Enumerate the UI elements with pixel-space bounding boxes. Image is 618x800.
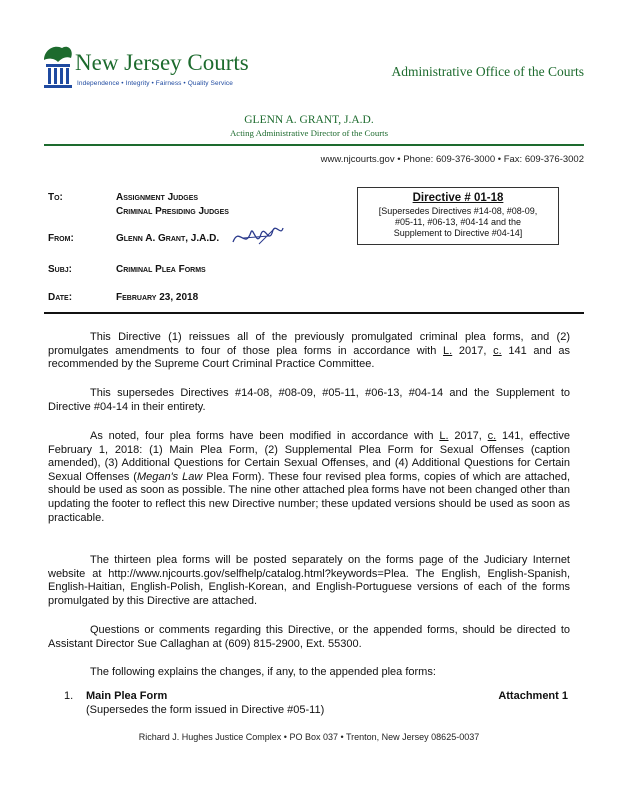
- director-name: GLENN A. GRANT, J.A.D.: [244, 114, 374, 126]
- paragraph-1: This Directive (1) reissues all of the previously promulgated criminal plea forms, and (2) promulgates amendments to four of those plea forms in accordance with L. 2017, c. 141 and as recommended by the Supreme Court Criminal Practice Committee.: [48, 331, 570, 371]
- date-label: Date:: [48, 292, 73, 303]
- logo-tagline: Independence • Integrity • Fairness • Quality Service: [77, 80, 233, 87]
- subj-label: Subj:: [48, 264, 73, 275]
- subj-value: Criminal Plea Forms: [116, 264, 206, 275]
- item-1-subtitle: (Supersedes the form issued in Directive #05-11): [86, 704, 325, 716]
- handwritten-signature: [229, 222, 285, 252]
- paragraph-3: As noted, four plea forms have been modified in accordance with L. 2017, c. 141, effective February 1, 2018: (1) Main Plea Form, (2) Supplemental Plea Form for Sexual Offenses (caption amended), (3) Additional Questions for Certain Sexual Offenses, and (4) Additional Questions for Certain Sexual Offenses (Megan's Law Plea Form). These four revised plea forms, copies of which are attached, should be used as soon as possible. The nine other attached plea forms have not been changed other than updating the footer to reflect this new Directive number; these updated versions should be used as soon as practicable.: [48, 430, 570, 524]
- paragraph-4: The thirteen plea forms will be posted separately on the forms page of the Judiciary Internet website at http://www.njcourts.gov/selfhelp/catalog.html?keywords=Plea. The English, English-Spanish, English-Haitian, English-Polish, English-Korean, and English-Portuguese versions of each of the forms promulgated by this Directive are attached.: [48, 554, 570, 607]
- header-divider: [44, 144, 584, 146]
- page-footer: Richard J. Hughes Justice Complex • PO Box 037 • Trenton, New Jersey 08625-0037: [138, 732, 480, 742]
- supersedes-line-3: Supplement to Directive #04-14]: [393, 228, 523, 238]
- item-1-attachment: Attachment 1: [498, 690, 568, 702]
- signature-image: [229, 222, 285, 252]
- to-label: To:: [48, 192, 63, 203]
- courthouse-seal-icon: [38, 42, 78, 90]
- from-value: Glenn A. Grant, J.A.D.: [116, 233, 220, 244]
- contact-line: www.njcourts.gov • Phone: 609-376-3000 • Fax: 609-376-3002: [320, 154, 584, 165]
- supersedes-line-1: [Supersedes Directives #14-08, #08-09,: [378, 206, 538, 216]
- paragraph-5: Questions or comments regarding this Directive, or the appended forms, should be directed to Assistant Director Sue Callaghan at (609) 815-2900, Ext. 55300.: [48, 624, 570, 650]
- supersedes-line-2: #05-11, #06-13, #04-14 and the: [395, 217, 521, 227]
- paragraph-2: This supersedes Directives #14-08, #08-09, #05-11, #06-13, #04-14 and the Supplement to Directive #04-14 in their entirety.: [48, 387, 570, 413]
- to-recipient-2: Criminal Presiding Judges: [116, 205, 229, 217]
- paragraph-6: The following explains the changes, if any, to the appended plea forms:: [90, 666, 436, 678]
- office-name: Administrative Office of the Courts: [391, 64, 584, 79]
- to-recipient-1: Assignment Judges: [116, 192, 199, 203]
- directive-supersedes: [358, 206, 558, 239]
- directive-number: Directive # 01-18: [412, 192, 504, 204]
- item-1-number: 1.: [64, 690, 74, 702]
- item-1-title: Main Plea Form: [86, 690, 168, 702]
- directive-box: [357, 187, 559, 245]
- logo-wordmark: New Jersey Courts: [75, 50, 249, 75]
- to-recipients: [116, 191, 229, 218]
- memo-divider: [44, 312, 584, 314]
- date-value: February 23, 2018: [116, 292, 199, 303]
- from-label: From:: [48, 233, 74, 244]
- director-title: Acting Administrative Director of the Courts: [229, 128, 389, 138]
